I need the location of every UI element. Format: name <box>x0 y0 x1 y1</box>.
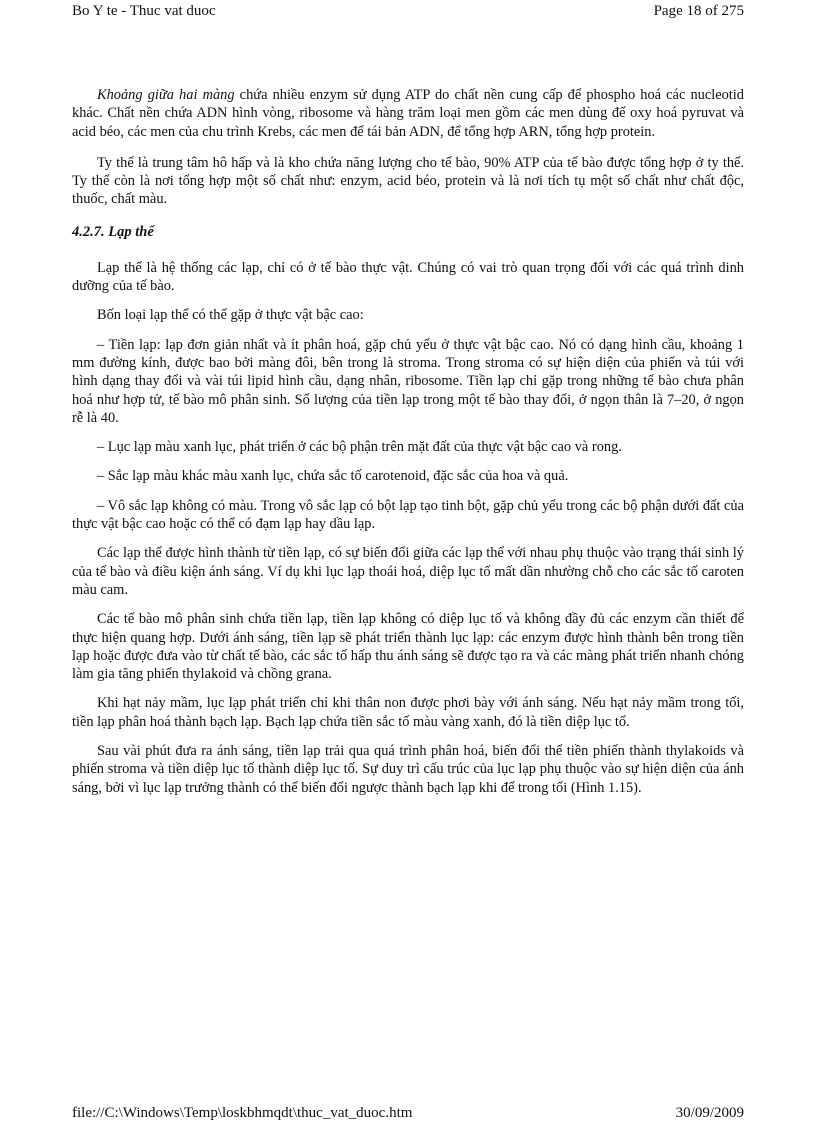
list-item-paragraph: – Lục lạp màu xanh lục, phát triển ở các bộ phận trên mặt đất của thực vật bậc cao và rong. <box>97 439 622 456</box>
paragraph-text: chứa nhiều enzym sử dụng ATP do chất nền cung cấp để phospho hoá các nucleotid khác. Chất nền chứa ADN hình vòng, ribosome và hàng trăm loại men gồm các men dùng để oxy hoá pyruvat và acid béo, các men của chu trình Krebs, các men để tái bản ADN, để tổng hợp ARN, tổng hợp protein. <box>72 87 744 140</box>
paragraph: Sau vài phút đưa ra ánh sáng, tiền lạp trải qua quá trình phân hoá, biến đổi thể tiền phiến thành thylakoids và phiến stroma và tiền diệp lục tố thành diệp lục tố. Sự duy trì cấu trúc của lục lạp phụ thuộc vào sự hiện diện của ánh sáng, bởi vì lục lạp trưởng thành có thể biến đổi ngược thành bạch lạp khi để trong tối (Hình 1.15). <box>72 743 744 796</box>
section-heading: 4.2.7. Lạp thể <box>72 223 154 240</box>
list-item-paragraph: – Vô sắc lạp không có màu. Trong vô sắc lạp có bột lạp tạo tinh bột, gặp chủ yếu trong các bộ phận dưới đất của thực vật bậc cao hoặc có thể có đạm lạp hay dầu lạp. <box>72 497 744 533</box>
header-page-number: Page 18 of 275 <box>653 3 744 19</box>
paragraph: Lạp thể là hệ thống các lạp, chỉ có ở tế bào thực vật. Chúng có vai trò quan trọng đối với các quá trình dinh dưỡng của tế bào. <box>72 259 744 295</box>
italic-term: Khoảng giữa hai màng <box>97 87 235 103</box>
footer-file-path: file://C:\Windows\Temp\loskbhmqdt\thuc_vat_duoc.htm <box>72 1105 413 1121</box>
paragraph: Ty thể là trung tâm hô hấp và là kho chứa năng lượng cho tế bào, 90% ATP của tế bào được tổng hợp ở ty thể. Ty thể còn là nơi tổng hợp một số chất như: enzym, acid béo, protein và là nơi tích tụ một số chất như chất độc, thuốc, chất màu. <box>72 154 744 208</box>
paragraph: Khi hạt nảy mầm, lục lạp phát triển chỉ khi thân non được phơi bày với ánh sáng. Nếu hạt nảy mầm trong tối, tiền lạp phân hoá thành bạch lạp. Bạch lạp chứa tiền sắc tố màu vàng xanh, đó là tiền diệp lục tố. <box>72 695 744 730</box>
paragraph <box>72 86 744 141</box>
footer-date: 30/09/2009 <box>675 1105 744 1121</box>
document-body <box>72 86 744 808</box>
paragraph: Bốn loại lạp thể có thể gặp ở thực vật bậc cao: <box>97 307 364 324</box>
paragraph: Các tế bào mô phân sinh chứa tiền lạp, tiền lạp không có diệp lục tố và không đầy đủ các enzym cần thiết để thực hiện quang hợp. Dưới ánh sáng, tiền lạp sẽ phát triển thành lục lạp: các enzym được hình thành bên trong tiền lạp hoặc được đưa vào từ chất tế bào, các sắc tố hấp thu ánh sáng sẽ được tạo ra và các màng phát triển nhanh chóng làm gia tăng phiến thylakoid và chồng grana. <box>72 611 744 683</box>
paragraph: Các lạp thể được hình thành từ tiền lạp, có sự biến đổi giữa các lạp thể với nhau phụ thuộc vào trạng thái sinh lý của tế bào và điều kiện ánh sáng. Ví dụ khi lục lạp thoái hoá, diệp lục tố mất dần nhường chỗ cho các sắc tố caroten màu cam. <box>72 545 744 598</box>
header-title: Bo Y te - Thuc vat duoc <box>72 3 216 19</box>
list-item-paragraph: – Sắc lạp màu khác màu xanh lục, chứa sắc tố carotenoid, đặc sắc của hoa và quả. <box>97 468 569 485</box>
list-item-paragraph: – Tiền lạp: lạp đơn giản nhất và ít phân hoá, gặp chủ yếu ở thực vật bậc cao. Nó có dạng hình cầu, khoảng 1 mm đường kính, được bao bởi màng đôi, bên trong là stroma. Trong stroma có sự hiện diện của phiến và túi với hình dạng thay đổi và vài túi lipid hình cầu, dạng nhân, ribosome. Tiền lạp chỉ gặp trong những tế bào chưa phân hoá như hợp tử, tế bào mô phân sinh. Số lượng của tiền lạp trong một tế bào thay đổi, ở ngọn thân là 7–20, ở ngọn rễ là 40. <box>72 336 744 426</box>
